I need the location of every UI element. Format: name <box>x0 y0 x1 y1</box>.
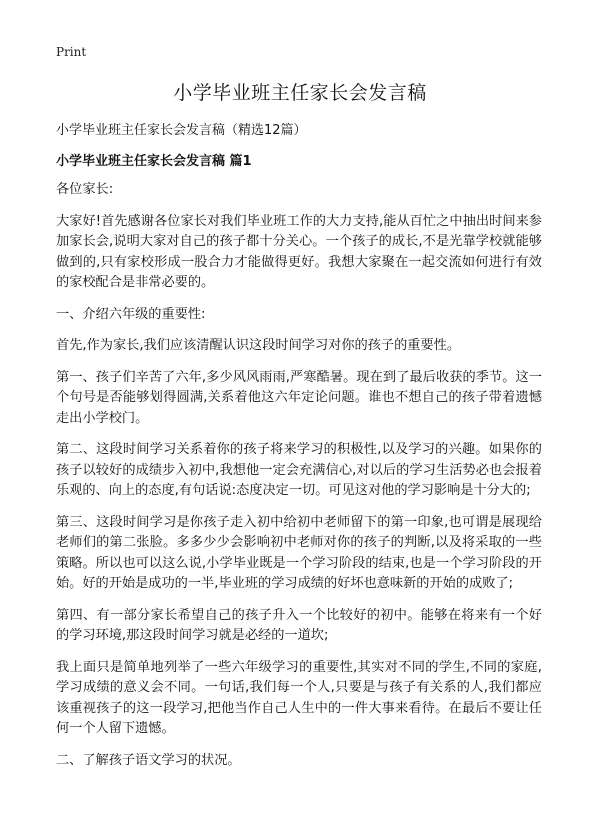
body-paragraph: 首先,作为家长,我们应该清醒认识这段时间学习对你的孩子的重要性。 <box>56 338 461 353</box>
subsection-heading: 一、介绍六年级的重要性: <box>56 306 206 322</box>
print-link[interactable]: Print <box>56 45 87 59</box>
salutation: 各位家长: <box>56 182 114 197</box>
document-subtitle: 小学毕业班主任家长会发言稿（精选12篇） <box>56 123 307 138</box>
body-paragraph: 大家好!首先感谢各位家长对我们毕业班工作的大力支持,能从百忙之中抽出时间来参加家长会,说明大家对自己的孩子都十分关心。一个孩子的成长,不是光靠学校就能够做到的,只有家校形成一股合力才能做得更好。我想大家聚在一起交流如何进行有效的家校配合是非常必要的。 <box>56 213 542 290</box>
subsection-heading: 二、了解孩子语文学习的状况。 <box>56 752 241 768</box>
section-heading: 小学毕业班主任家长会发言稿 篇1 <box>56 154 252 169</box>
body-paragraph: 第二、这段时间学习关系着你的孩子将来学习的积极性,以及学习的兴趣。如果你的孩子以较好的成绩步入初中,我想他一定会充满信心,对以后的学习生活势必也会报着乐观的、向上的态度,有句话说:态度决定一切。可见这对他的学习影响是十分大的; <box>56 442 542 498</box>
document-body <box>56 180 542 782</box>
document-title: 小学毕业班主任家长会发言稿 <box>173 82 427 104</box>
body-paragraph: 第四、有一部分家长希望自己的孩子升入一个比较好的初中。能够在将来有一个好的学习环境,那这段时间学习就是必经的一道坎; <box>56 607 542 643</box>
body-paragraph: 我上面只是简单地列举了一些六年级学习的重要性,其实对不同的学生,不同的家庭,学习成绩的意义会不同。一句话,我们每一个人,只要是与孩子有关系的人,我们都应该重视孩子的这一段学习,把他当作自己人生中的一件大事来看待。在最后不要让任何一个人留下遗憾。 <box>56 659 542 736</box>
body-paragraph: 第一、孩子们辛苦了六年,多少风风雨雨,严寒酷暑。现在到了最后收获的季节。这一个句号是否能够划得圆满,关系着他这六年定论问题。谁也不想自己的孩子带着遗憾走出小学校门。 <box>56 369 542 426</box>
body-paragraph: 第三、这段时间学习是你孩子走入初中给初中老师留下的第一印象,也可谓是展现给老师们的第二张脸。多多少少会影响初中老师对你的孩子的判断,以及将采取的一些策略。所以也可以这么说,小学毕业既是一个学习阶段的结束,也是一个学习阶段的开始。好的开始是成功的一半,毕业班的学习成绩的好坏也意味新的开始的成败了; <box>56 514 542 591</box>
